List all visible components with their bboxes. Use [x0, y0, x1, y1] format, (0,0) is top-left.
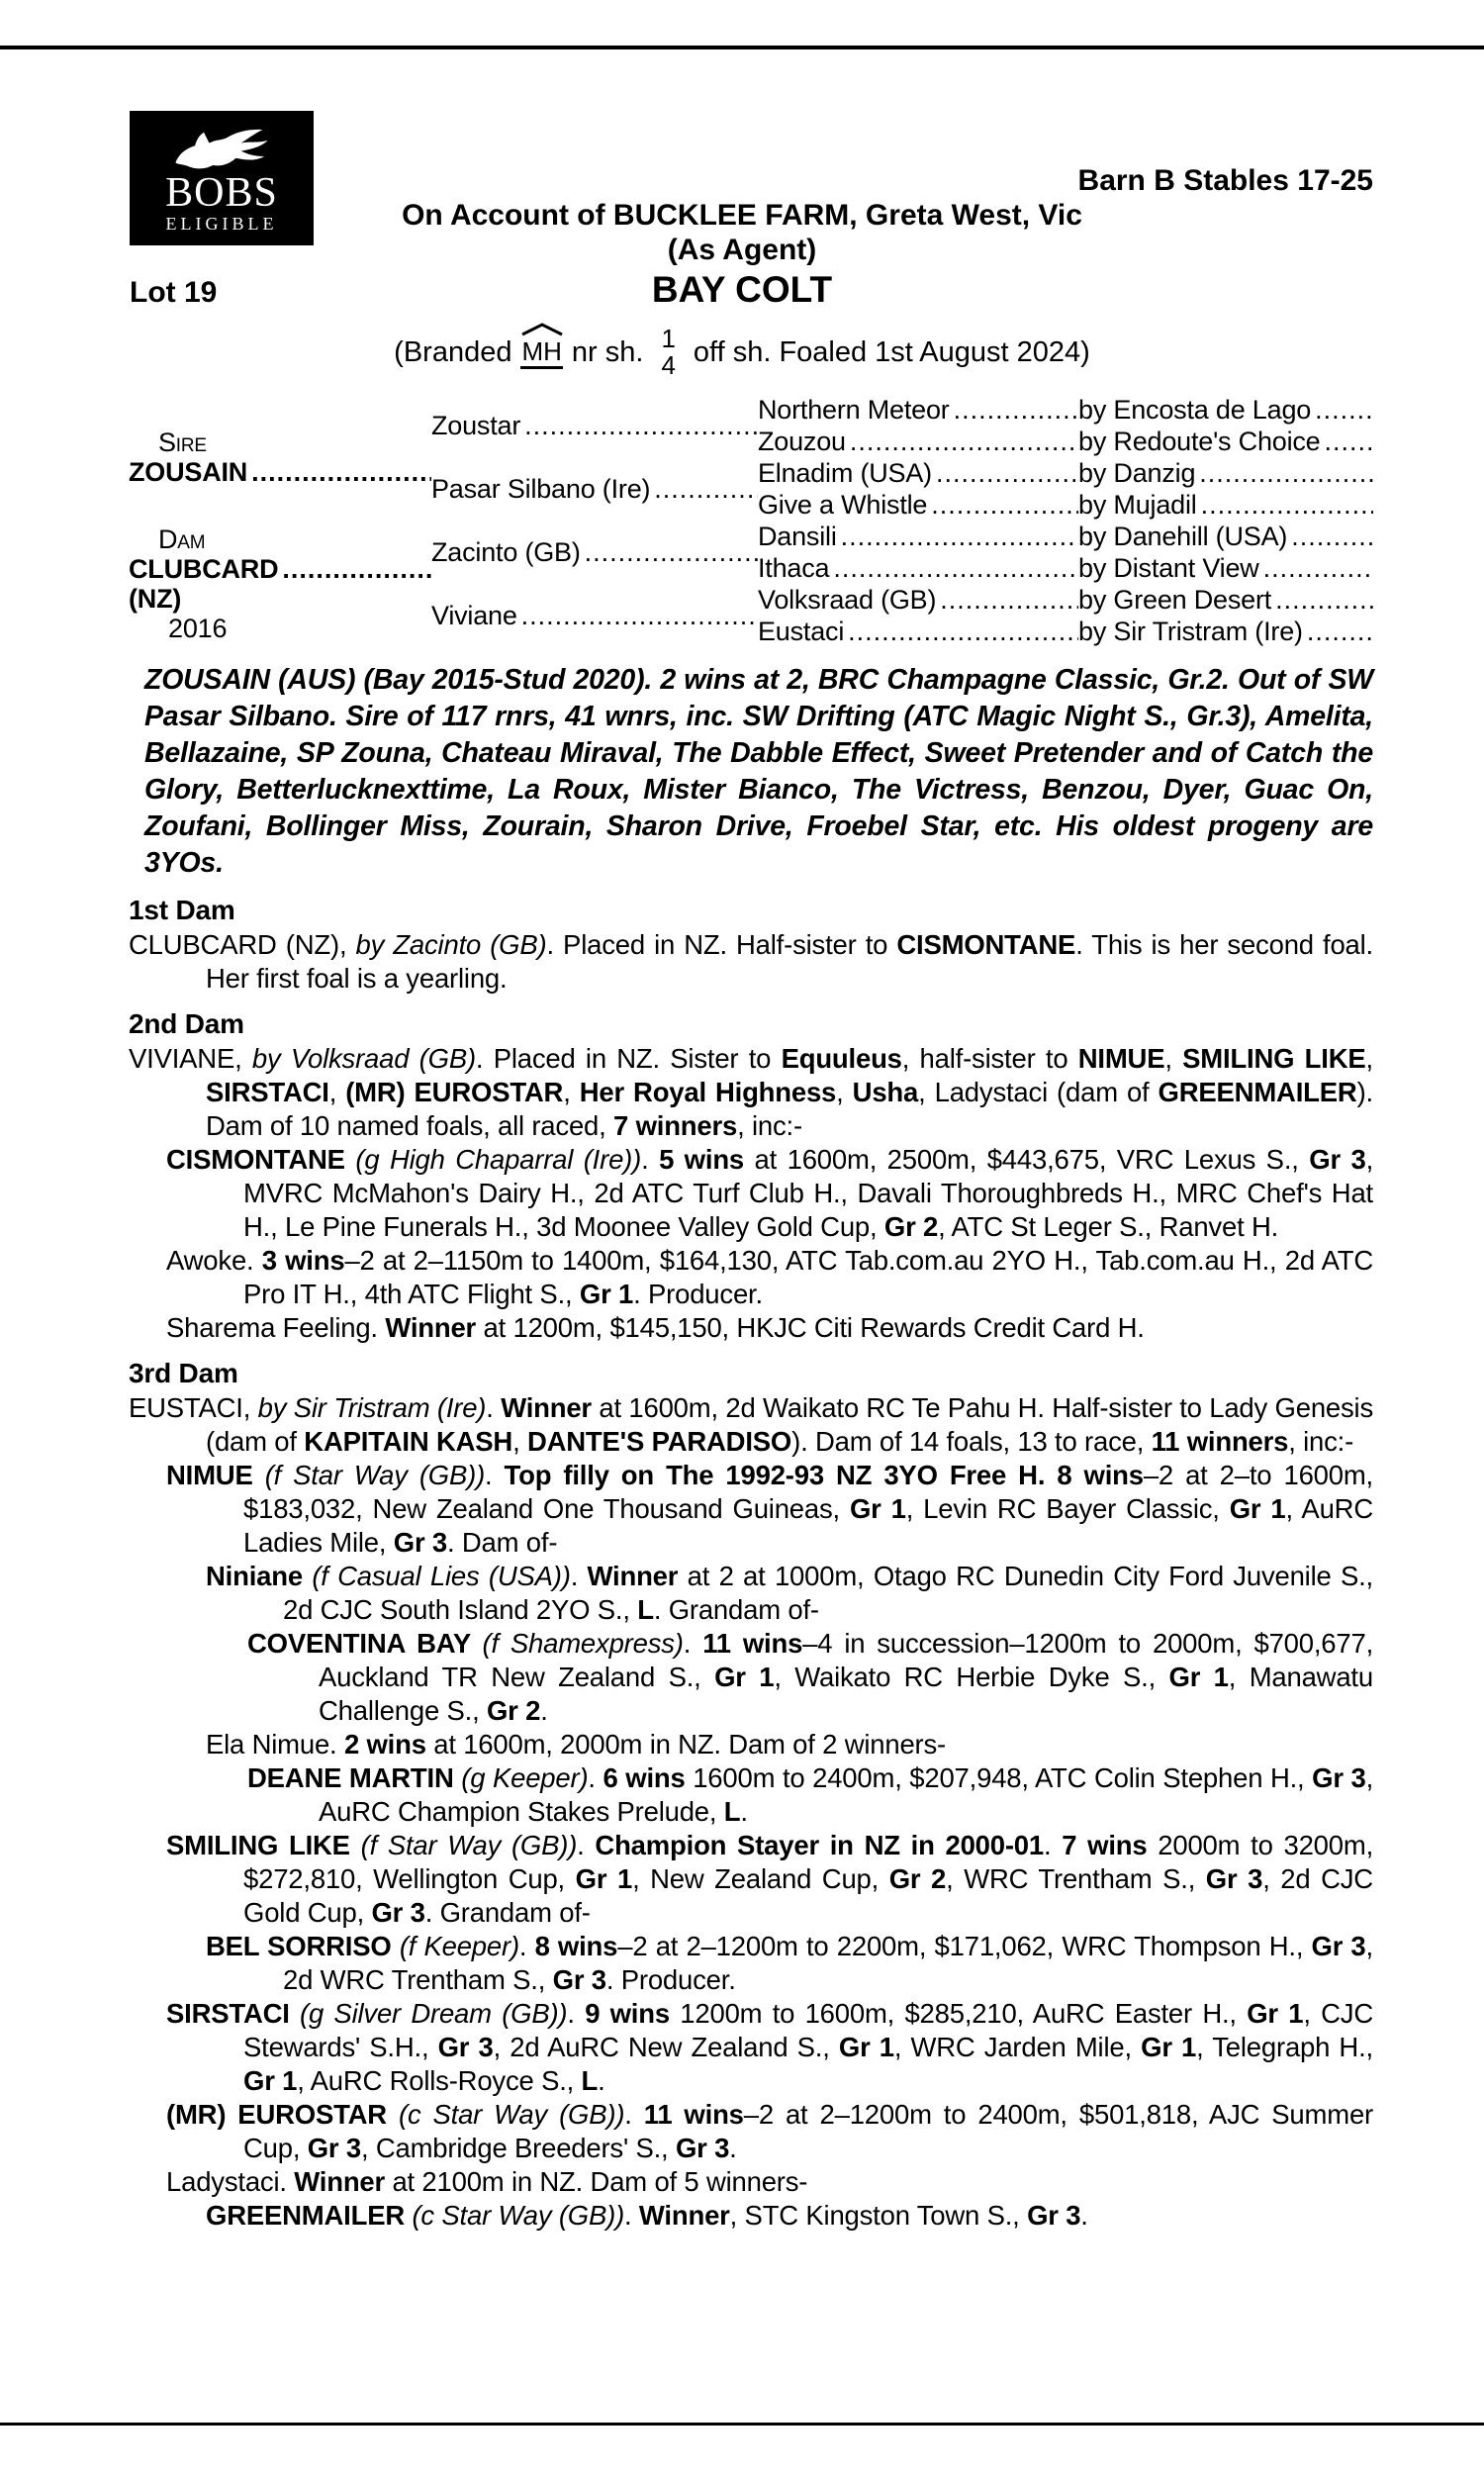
barn-stables-label: Barn B Stables 17-25: [1077, 164, 1373, 197]
branded-prefix: (Branded: [394, 335, 512, 368]
catalog-content: [129, 394, 1373, 2233]
pedigree-details: [129, 893, 1373, 2233]
pedigree-paragraph: SIRSTACI (g Silver Dream (GB)). 9 wins 1200m to 1600m, $285,210, AuRC Easter H., Gr 1, CJC Stewards' S.H., Gr 3, 2d AuRC New Zealand S., Gr 1, WRC Jarden Mile, Gr 1, Telegraph H., Gr 1, AuRC Rolls-Royce S., L.: [166, 1998, 1373, 2096]
brand-caret-icon: [519, 323, 565, 336]
dam-block: [129, 521, 431, 647]
pedigree-paragraph: CLUBCARD (NZ), by Zacinto (GB). Placed in NZ. Half-sister to CISMONTANE. This is her second foal. Her first foal is a yearling.: [129, 929, 1373, 994]
gen3-sire-line: by Redoute's Choice .....: [1078, 426, 1373, 457]
pedigree-paragraph: DEANE MARTIN (g Keeper). 6 wins 1600m to 2400m, $207,948, ATC Colin Stephen H., Gr 3, AuRC Champion Stakes Prelude, L.: [247, 1762, 1374, 1827]
dot-leader: [1291, 522, 1373, 552]
dot-leader: [524, 411, 758, 441]
brand-count-fraction: [661, 326, 675, 379]
pedigree-paragraph: (MR) EUROSTAR (c Star Way (GB)). 11 wins–2 at 2–1200m to 2400m, $501,818, AJC Summer Cup, Gr 3, Cambridge Breeders' S., Gr 3.: [166, 2099, 1373, 2163]
dot-leader: [251, 457, 431, 487]
pedigree-paragraph: GREENMAILER (c Star Way (GB)). Winner, STC Kingston Town S., Gr 3.: [206, 2200, 1088, 2231]
brand-mark-letters: MH: [520, 336, 562, 369]
dam-label: Dam: [158, 524, 206, 554]
dot-leader: [585, 537, 758, 568]
dot-leader: [654, 474, 758, 505]
bottom-rule: [0, 2423, 1484, 2426]
gen3-sire-line: by Sir Tristram (Ire) .....: [1078, 616, 1373, 647]
pedigree-table: [129, 394, 1373, 647]
dam-section-heading: 2nd Dam: [129, 1008, 244, 1039]
gen2-name: Zacinto (GB) .....: [431, 521, 758, 584]
gen3-sire-line: by Distant View .....: [1078, 552, 1373, 584]
dot-leader: [833, 553, 1078, 584]
pedigree-paragraph: Niniane (f Casual Lies (USA)). Winner at 2 at 1000m, Otago RC Dunedin City Ford Juvenile S., 2d CJC South Island 2YO S., L. Grandam of-: [206, 1561, 1373, 1625]
dot-leader: [1199, 458, 1373, 489]
dot-leader: [1201, 490, 1373, 521]
gen3-name: Volksraad (GB) .....: [758, 584, 1078, 616]
pedigree-paragraph: Sharema Feeling. Winner at 1200m, $145,150, HKJC Citi Rewards Credit Card H.: [166, 1312, 1145, 1343]
sire-summary-paragraph: ZOUSAIN (AUS) (Bay 2015-Stud 2020). 2 wins at 2, BRC Champagne Classic, Gr.2. Out of SW Pasar Silbano. Sire of 117 rnrs, 41 wnrs, inc. SW Drifting (ATC Magic Night S., Gr.3), Amelita, Bellazaine, SP Zouna, Chateau Miraval, The Dabble Effect, Sweet Pretender and of Catch the Glory, Betterlucknexttime, La Roux, Mister Bianco, The Victress, Benzou, Dyer, Guac On, Zoufani, Bollinger Miss, Zourain, Sharon Drive, Froebel Star, etc. His oldest progeny are 3YOs.: [144, 664, 1373, 879]
sire-block: [129, 394, 431, 521]
top-rule: [0, 46, 1484, 49]
sire-name: ZOUSAIN .....: [129, 457, 431, 487]
pedigree-paragraph: Ladystaci. Winner at 2100m in NZ. Dam of 5 winners-: [166, 2166, 808, 2197]
gen3-sire-line: by Green Desert .....: [1078, 584, 1373, 616]
dot-leader: [521, 601, 758, 631]
gen3-sire-line: by Encosta de Lago .....: [1078, 394, 1373, 426]
dam-section-heading: 1st Dam: [129, 895, 235, 925]
dot-leader: [282, 554, 431, 614]
pedigree-paragraph: EUSTACI, by Sir Tristram (Ire). Winner at 1600m, 2d Waikato RC Te Pahu H. Half-sister to Lady Genesis (dam of KAPITAIN KASH, DANTE'S PARADISO). Dam of 14 foals, 13 to race, 11 winners, inc:-: [129, 1392, 1374, 1457]
gen3-name: Zouzou .....: [758, 426, 1078, 457]
dam-name: CLUBCARD (NZ) .....: [129, 554, 431, 614]
dot-leader: [848, 617, 1078, 647]
pedigree-paragraph: Ela Nimue. 2 wins at 1600m, 2000m in NZ. Dam of 2 winners-: [206, 1729, 947, 1760]
fraction-numerator: 1: [661, 324, 676, 353]
logo-text-eligible: ELIGIBLE: [165, 214, 278, 234]
pedigree-paragraph: Awoke. 3 wins–2 at 2–1150m to 1400m, $164,130, ATC Tab.com.au 2YO H., Tab.com.au H., 2d ATC Pro IT H., 4th ATC Flight S., Gr 1. Producer.: [166, 1245, 1374, 1309]
pedigree-paragraph: SMILING LIKE (f Star Way (GB)). Champion Stayer in NZ in 2000-01. 7 wins 2000m to 3200m, $272,810, Wellington Cup, Gr 1, New Zealand Cup, Gr 2, WRC Trentham S., Gr 3, 2d CJC Gold Cup, Gr 3. Grandam of-: [166, 1830, 1374, 1928]
vendor-account-line: On Account of BUCKLEE FARM, Greta West, Vic: [402, 199, 1082, 232]
brand-foaling-line: [0, 315, 1484, 390]
horse-head-icon: [159, 122, 284, 173]
dot-leader: [931, 490, 1078, 521]
branded-near-shoulder: nr sh.: [571, 335, 644, 368]
dot-leader: [1307, 617, 1373, 647]
gen3-name: Eustaci .....: [758, 616, 1078, 647]
dot-leader: [940, 585, 1078, 616]
dot-leader: [1325, 427, 1374, 457]
fraction-denominator: 4: [661, 350, 676, 380]
sire-label: Sire: [158, 428, 207, 457]
pedigree-paragraph: NIMUE (f Star Way (GB)). Top filly on The 1992-93 NZ 3YO Free H. 8 wins–2 at 2–to 1600m, $183,032, New Zealand One Thousand Guineas, Gr 1, Levin RC Bayer Classic, Gr 1, AuRC Ladies Mile, Gr 3. Dam of-: [166, 1460, 1373, 1558]
branded-suffix: off sh. Foaled 1st August 2024): [693, 335, 1090, 368]
pedigree-paragraph: CISMONTANE (g High Chaparral (Ire)). 5 wins at 1600m, 2500m, $443,675, VRC Lexus S., Gr 3, MVRC McMahon's Dairy H., 2d ATC Turf Club H., Davali Thoroughbreds H., MRC Chef's Hat H., Le Pine Funerals H., 3d Moonee Valley Gold Cup, Gr 2, ATC St Leger S., Ranvet H.: [166, 1144, 1374, 1242]
page-title: BAY COLT: [651, 269, 833, 310]
gen2-name: Zoustar .....: [431, 394, 758, 457]
gen2-name: Pasar Silbano (Ire) .....: [431, 457, 758, 521]
dot-leader: [1315, 395, 1373, 426]
dam-foaling-year: 2016: [168, 614, 228, 643]
pedigree-paragraph: BEL SORRISO (f Keeper). 8 wins–2 at 2–1200m to 2200m, $171,062, WRC Thompson H., Gr 3, 2d WRC Trentham S., Gr 3. Producer.: [206, 1931, 1373, 1995]
as-agent-line: (As Agent): [667, 234, 817, 266]
gen3-name: Northern Meteor .....: [758, 394, 1078, 426]
pedigree-paragraph: VIVIANE, by Volksraad (GB). Placed in NZ. Sister to Equuleus, half-sister to NIMUE, SMILING LIKE, SIRSTACI, (MR) EUROSTAR, Her Royal Highness, Usha, Ladystaci (dam of GREENMAILER). Dam of 10 named foals, all raced, 7 winners, inc:-: [129, 1043, 1373, 1141]
dam-section-heading: 3rd Dam: [129, 1358, 238, 1388]
dot-leader: [954, 395, 1078, 426]
gen3-sire-line: by Danzig .....: [1078, 457, 1373, 489]
dot-leader: [936, 458, 1078, 489]
gen3-name: Dansili .....: [758, 521, 1078, 552]
gen3-sire-line: by Danehill (USA) .....: [1078, 521, 1373, 552]
gen3-sire-line: by Mujadil .....: [1078, 489, 1373, 521]
logo-text-bobs: BOBS: [165, 170, 278, 216]
dot-leader: [841, 522, 1078, 552]
gen3-name: Ithaca .....: [758, 552, 1078, 584]
dot-leader: [1275, 585, 1373, 616]
brand-mark: [520, 335, 562, 369]
pedigree-paragraph: COVENTINA BAY (f Shamexpress). 11 wins–4 in succession–1200m to 2000m, $700,677, Auckland TR New Zealand S., Gr 1, Waikato RC Herbie Dyke S., Gr 1, Manawatu Challenge S., Gr 2.: [247, 1628, 1374, 1726]
dot-leader: [1263, 553, 1373, 584]
dot-leader: [850, 427, 1078, 457]
gen3-name: Elnadim (USA) .....: [758, 457, 1078, 489]
gen3-name: Give a Whistle .....: [758, 489, 1078, 521]
lot-number: Lot 19: [130, 276, 218, 309]
gen2-name: Viviane .....: [431, 584, 758, 647]
